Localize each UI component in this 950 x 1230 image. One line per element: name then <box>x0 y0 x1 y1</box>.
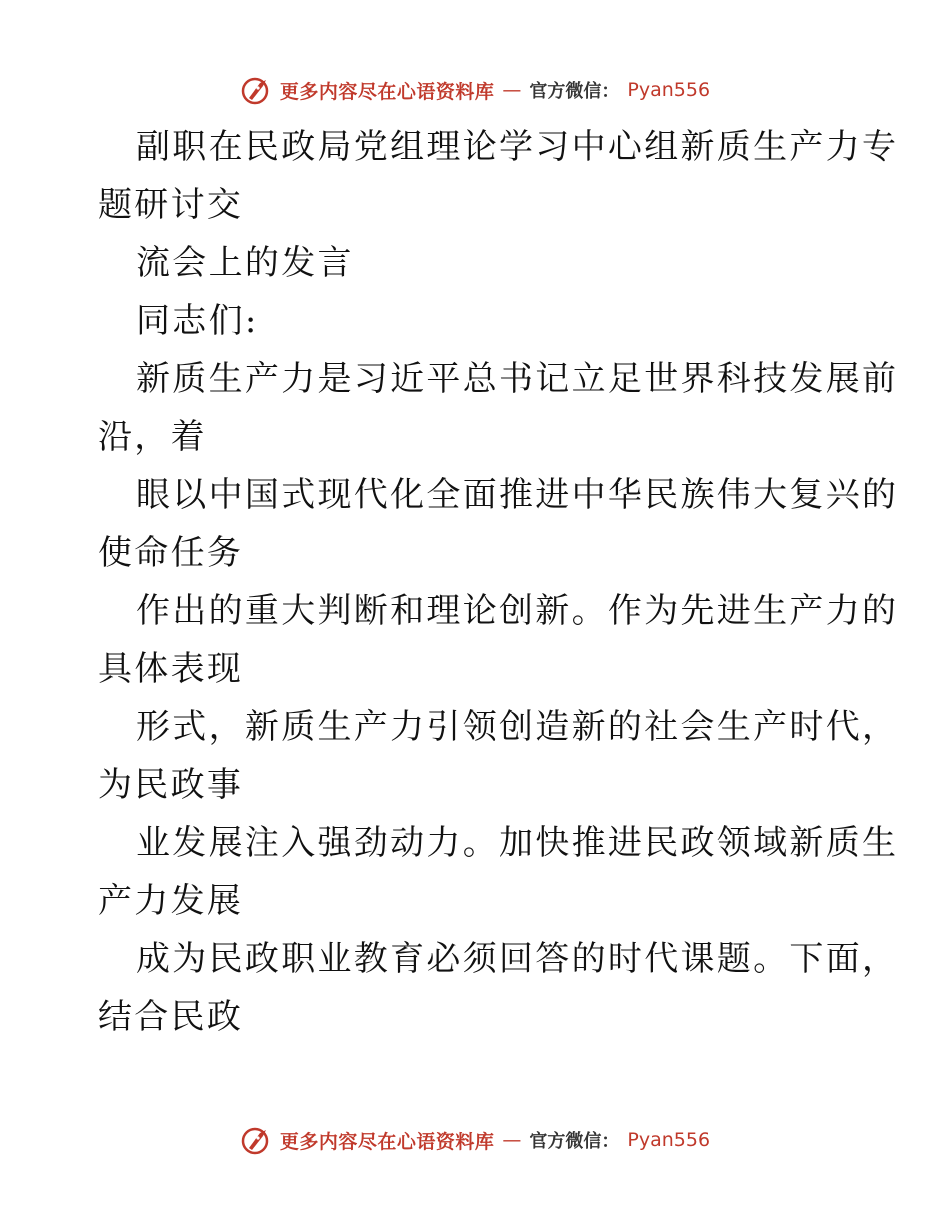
contact-id: Pyan556 <box>627 79 711 101</box>
paragraph-line: 形式，新质生产力引领创造新的社会生产时代， <box>136 707 899 747</box>
paragraph-line: 结合民政 <box>98 997 244 1037</box>
contact-label: 官方微信： <box>529 1131 620 1152</box>
paragraph-line: 成为民政职业教育必须回答的时代课题。下面， <box>136 939 899 979</box>
contact-label: 官方微信： <box>529 81 620 102</box>
header-watermark-banner <box>0 70 950 110</box>
paragraph-line: 使命任务 <box>98 533 244 573</box>
document-body <box>98 118 899 1046</box>
title-line-2: 题研讨交 <box>98 185 244 225</box>
paragraph-line: 具体表现 <box>98 649 244 689</box>
paragraph-line: 作出的重大判断和理论创新。作为先进生产力的 <box>136 591 899 631</box>
paragraph-line: 产力发展 <box>98 881 244 921</box>
banner-dash: — <box>502 1129 522 1151</box>
paragraph-line: 沿，着 <box>98 417 207 457</box>
title-line-3: 流会上的发言 <box>136 243 354 283</box>
contact-id: Pyan556 <box>627 1129 711 1151</box>
paragraph-line: 眼以中国式现代化全面推进中华民族伟大复兴的 <box>136 475 899 515</box>
title-line-1: 副职在民政局党组理论学习中心组新质生产力专 <box>136 127 899 167</box>
footer-watermark-banner <box>0 1120 950 1160</box>
pen-nib-circle-icon <box>240 1124 272 1156</box>
salutation: 同志们: <box>136 301 259 341</box>
banner-dash: — <box>502 79 522 101</box>
pen-nib-circle-icon <box>240 74 272 106</box>
paragraph-line: 新质生产力是习近平总书记立足世界科技发展前 <box>136 359 899 399</box>
brand-text: 更多内容尽在心语资料库 <box>279 80 495 103</box>
paragraph-line: 业发展注入强劲动力。加快推进民政领域新质生 <box>136 823 899 863</box>
paragraph-line: 为民政事 <box>98 765 244 805</box>
brand-text: 更多内容尽在心语资料库 <box>279 1130 495 1153</box>
